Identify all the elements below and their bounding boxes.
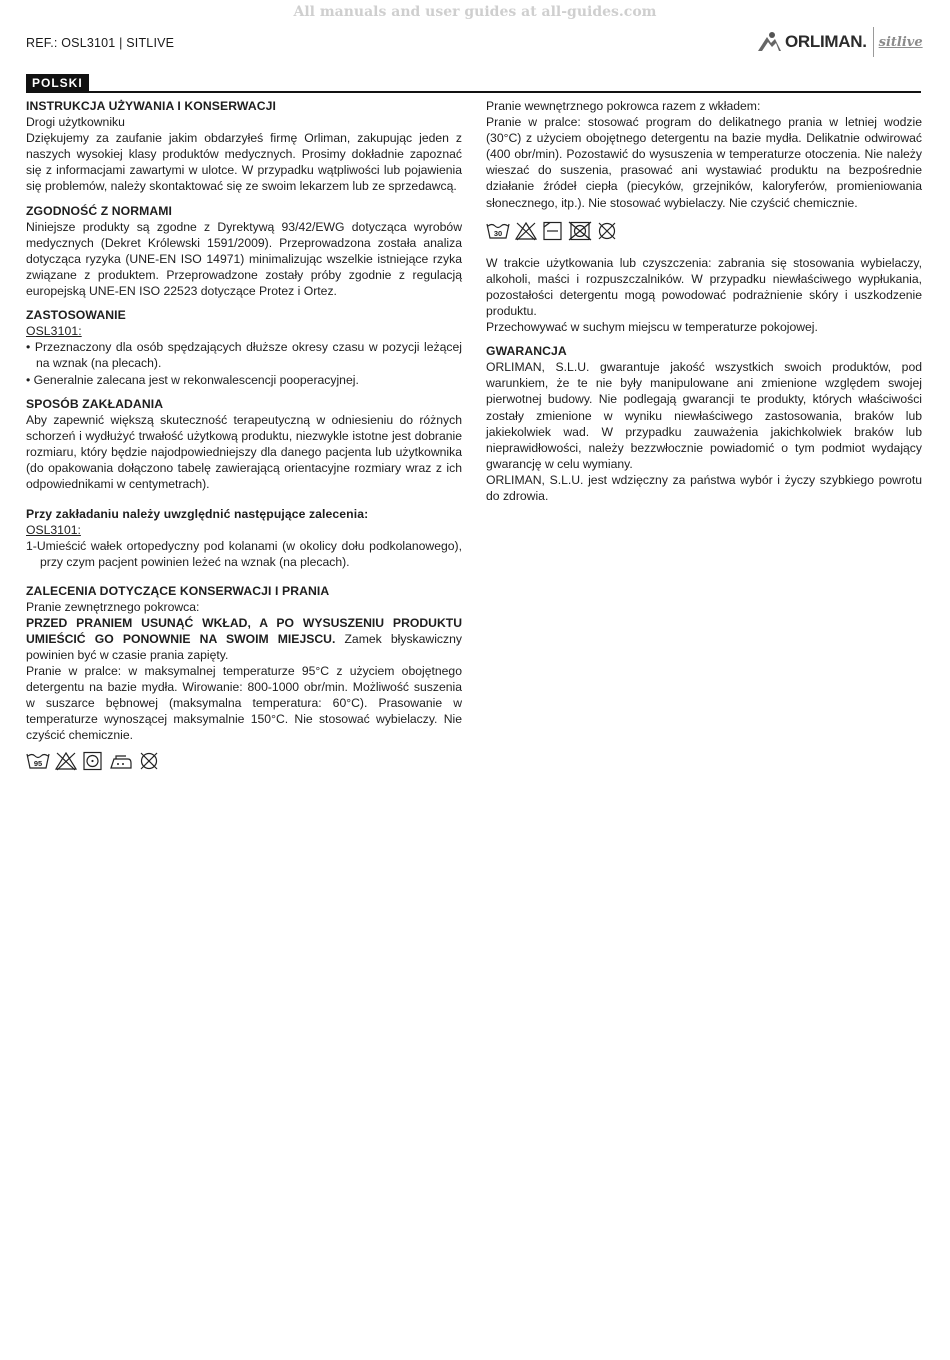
recommendations-section (26, 506, 462, 570)
care-icons-inner (486, 221, 922, 241)
compliance-title: ZGODNOŚĆ Z NORMAMI (26, 203, 173, 218)
intro-greeting: Drogi użytkowniku (26, 115, 125, 130)
inner-wash-section (486, 98, 922, 241)
warranty-closing: ORLIMAN, S.L.U. jest wdzięczny za państwa wybór i życzy szybkiego powrotu do zdrowia. (486, 472, 922, 503)
tumble-dry-icon (82, 751, 104, 771)
product-logo: sitlive (878, 34, 923, 50)
usage-item: • Generalnie zalecana jest w rekonwalescencji pooperacyjnej. (26, 372, 359, 387)
no-bleach-icon (514, 221, 538, 241)
warranty-section (486, 343, 922, 504)
intro-section (26, 98, 462, 195)
reference-code: REF.: OSL3101 | SITLIVE (26, 36, 175, 50)
care-section (26, 583, 462, 772)
care-warning-rest: Zamek błyskawiczny powinien być w czasie prania zapięty. (26, 631, 462, 662)
recommendations-title: Przy zakładaniu należy uwzględnić następujące zalecenia: (26, 507, 369, 522)
care-title: ZALECENIA DOTYCZĄCE KONSERWACJI I PRANIA (26, 583, 330, 598)
compliance-body: Niniejsze produkty są zgodne z Dyrektywą 93/42/EWG dotycząca wyrobów medycznych (Dekret Królewski 1591/2009). Przeprowadzona została analiza dotycząca ryzyka (UNE-EN ISO 14971) minimalizując wszelkie istniejące rzyka związane z produktem. Przeprowadzone zostały próby zgodnie z regulacją europejską UNE-EN ISO 22523 dotyczące Protez i Ortez. (26, 219, 462, 299)
wash-95-icon (26, 751, 50, 771)
language-tag: POLSKI (26, 74, 89, 93)
inner-wash-body: Pranie w pralce: stosować program do delikatnego prania w letniej wodzie (30°C) z użyciem obojętnego detergentu na bazie mydła. Delikatnie odwirować (400 obr/min). Pozostawić do wysuszenia w temperaturze otoczenia. Nie należy wieszać do suszenia, prasować ani wystawiać produktu na bezpośrednie działanie źródeł ciepła (piecyków, grzejników, kaloryferów, promieniowania słonecznego, itp.). Nie stosować wybielaczy. Nie czyścić chemicznie. (486, 115, 922, 210)
right-column (486, 98, 922, 512)
warranty-title: GWARANCJA (486, 344, 567, 359)
care-outer-cover: Pranie zewnętrznego pokrowca: (26, 599, 200, 614)
intro-body: Dziękujemy za zaufanie jakim obdarzyłeś firmę Orliman, zakupując jeden z naszych wysokiej klasy produktów medycznych. Prosimy dokładnie zapoznać się z informacjami zawartymi w ulotce. W przypadku wątpliwości lub pojawienia się problemów, należy skontaktować się ze swoim lekarzem lub ze sprzedawcą. (26, 131, 462, 194)
flat-dry-icon (542, 221, 564, 241)
wash-30-icon (486, 221, 510, 241)
orliman-logo-icon (756, 31, 782, 53)
brand-logo (756, 24, 923, 60)
language-bar (26, 72, 921, 93)
intro-title: INSTRUKCJA UŻYWANIA I KONSERWACJI (26, 99, 276, 113)
left-column (26, 98, 462, 781)
brand-name: ORLIMAN. (785, 32, 867, 51)
iron-icon (108, 751, 134, 771)
usage-title: ZASTOSOWANIE (26, 308, 126, 323)
usage-item: • Przeznaczony dla osób spędzających dłuższe okresy czasu w pozycji leżącej na wznak (na plecach). (26, 340, 462, 371)
care-warning-bold: PRZED PRANIEM USUNĄĆ WKŁAD, A PO WYSUSZENIU PRODUKTU UMIEŚCIĆ GO PONOWNIE NA SWOIM MIEJSCU. (26, 615, 462, 646)
fitting-body: Aby zapewnić większą skuteczność terapeutyczną w odniesieniu do różnych schorzeń i wydłużyć trwałość użytkową produktu, niezwykle istotne jest dobranie rozmiaru, który będzie najodpowiedniejszy dla danego pacjenta lub użytkownika (do opakowania dołączono tabelę zawierającą orientacyjne rozmiary wraz z ich odpowiednikami w centymetrach). (26, 412, 462, 492)
usage-model: OSL3101: (26, 324, 82, 339)
usage-section (26, 307, 462, 387)
recommendations-model: OSL3101: (26, 523, 81, 538)
no-dry-clean-icon (138, 751, 160, 771)
logo-divider (873, 27, 874, 57)
storage-note: Przechowywać w suchym miejscu w temperaturze pokojowej. (486, 320, 818, 335)
no-dry-clean-icon (596, 221, 618, 241)
no-bleach-icon (54, 751, 78, 771)
inner-wash-title: Pranie wewnętrznego pokrowca razem z wkładem: (486, 99, 761, 113)
use-warning-section (486, 255, 922, 335)
compliance-section (26, 203, 462, 300)
fitting-title: SPOSÓB ZAKŁADANIA (26, 396, 164, 411)
watermark-text: All manuals and user guides at all-guides.com (293, 4, 657, 20)
fitting-section (26, 396, 462, 493)
care-washing: Pranie w pralce: w maksymalnej temperaturze 95°C z użyciem obojętnego detergentu na bazie mydła. Wirowanie: 800-1000 obr/min. Możliwość suszenia w suszarce bębnowej (maksymalna temperatura: 60°C). Prasowanie w temperaturze wynoszącej maksymalnie 150°C. Nie stosować wybielaczy. Nie czyścić chemicznie. (26, 664, 462, 743)
no-tumble-dry-icon (568, 221, 592, 241)
warranty-body: ORLIMAN, S.L.U. gwarantuje jakość wszystkich swoich produktów, pod warunkiem, że te nie były manipulowane ani zmienione względem swojej pierwotnej budowy. Nie podlegają gwarancji te produkty, których właściwości zostały zmienione w wyniku niewłaściwego zastosowania, braków lub jakiekolwiek wad. W przypadku zauważenia jakichkolwiek braków lub nieprawidłowości, należy bezzwłocznie powiadomić o tym podmiot wydający gwarancję w celu wymiany. (486, 360, 922, 471)
wash-temp-label: 30 (493, 228, 503, 238)
care-warning (26, 615, 462, 663)
use-warning: W trakcie użytkowania lub czyszczenia: zabrania się stosowania wybielaczy, alkoholi, maści i rozpuszczalników. W przypadku niewłaściwego wypłukania, pozostałości detergentu mogą powodować podrażnienie skóry i uszkodzenie produktu. (486, 255, 922, 318)
care-icons-outer (26, 751, 462, 771)
wash-temp-label: 95 (33, 759, 43, 769)
recommendations-step: 1-Umieścić wałek ortopedyczny pod kolanami (w okolicy dołu podkolanowego), przy czym pacjent powinien leżeć na wznak (na plecach). (26, 539, 462, 570)
